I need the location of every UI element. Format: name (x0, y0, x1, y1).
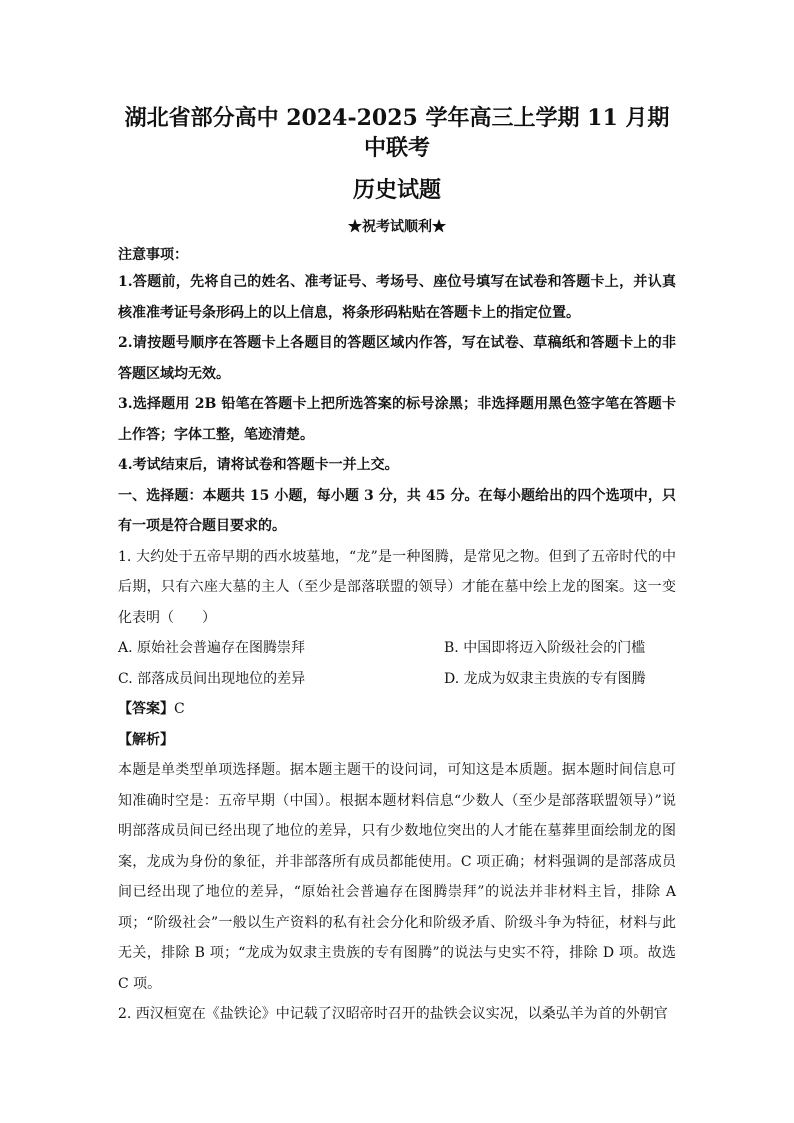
notice-item-2: 2.请按题号顺序在答题卡上各题目的答题区域内作答，写在试卷、草稿纸和答题卡上的非答题区域均无效。 (118, 335, 676, 382)
notice-item-3: 3.选择题用 2B 铅笔在答题卡上把所选答案的标号涂黑；非选择题用黑色签字笔在答题卡上作答；字体工整，笔迹清楚。 (118, 396, 676, 443)
question-1-analysis: 本题是单类型单项选择题。据本题主题干的设问词，可知这是本质题。据本题时间信息可知准确时空是：五帝早期（中国）。根据本题材料信息“少数人（至少是部落联盟领导）”说明部落成员间已经出现了地位的差异，只有少数地位突出的人才能在墓葬里面绘制龙的图案，龙成为身份的象征，并非部落所有成员都能使用。C 项正确；材料强调的是部落成员间已经出现了地位的差异，“原始社会普遍存在图腾崇拜”的说法并非材料主旨，排除 A 项；“阶级社会”一般以生产资料的私有社会分化和阶级矛盾、阶级斗争为特征，材料与此无关，排除 B 项；“龙成为奴隶主贵族的专有图腾”的说法与史实不符，排除 D 项。故选 C 项。 (118, 762, 676, 992)
question-1-options (118, 633, 676, 694)
option-a: A. 原始社会普遍存在图腾崇拜 (118, 640, 306, 656)
notice-heading: 注意事项： (118, 247, 188, 263)
option-c: C. 部落成员间出现地位的差异 (118, 670, 306, 687)
answer-value: C (174, 701, 185, 717)
answer-label: 【答案】 (118, 701, 174, 717)
answer-line (118, 694, 676, 725)
exam-title: 湖北省部分高中 2024-2025 学年高三上学期 11 月期中联考 (124, 105, 670, 161)
exam-subtitle: 历史试题 (352, 177, 441, 203)
question-1-stem: 1. 大约处于五帝早期的西水坡墓地，“龙”是一种图腾，是常见之物。但到了五帝时代的中后期，只有六座大墓的主人（至少是部落联盟的领导）才能在墓中绘上龙的图案。这一变化表明（ ） (118, 548, 676, 626)
section-heading: 一、选择题：本题共 15 小题，每小题 3 分，共 45 分。在每小题给出的四个选项中，只有一项是符合题目要求的。 (118, 487, 676, 534)
option-b: B. 中国即将迈入阶级社会的门槛 (444, 640, 646, 656)
question-2-stem: 2. 西汉桓宽在《盐铁论》中记载了汉昭帝时召开的盐铁会议实况，以桑弘羊为首的外朝官 (118, 1006, 668, 1022)
notice-item-4: 4.考试结束后，请将试卷和答题卡一并上交。 (118, 457, 399, 473)
analysis-label: 【解析】 (118, 731, 174, 748)
option-d: D. 龙成为奴隶主贵族的专有图腾 (444, 670, 646, 687)
blessing-line: ★祝考试顺利★ (348, 219, 446, 235)
notice-item-1: 1.答题前，先将自己的姓名、准考证号、考场号、座位号填写在试卷和答题卡上，并认真核准准考证号条形码上的以上信息，将条形码粘贴在答题卡上的指定位置。 (118, 274, 676, 321)
